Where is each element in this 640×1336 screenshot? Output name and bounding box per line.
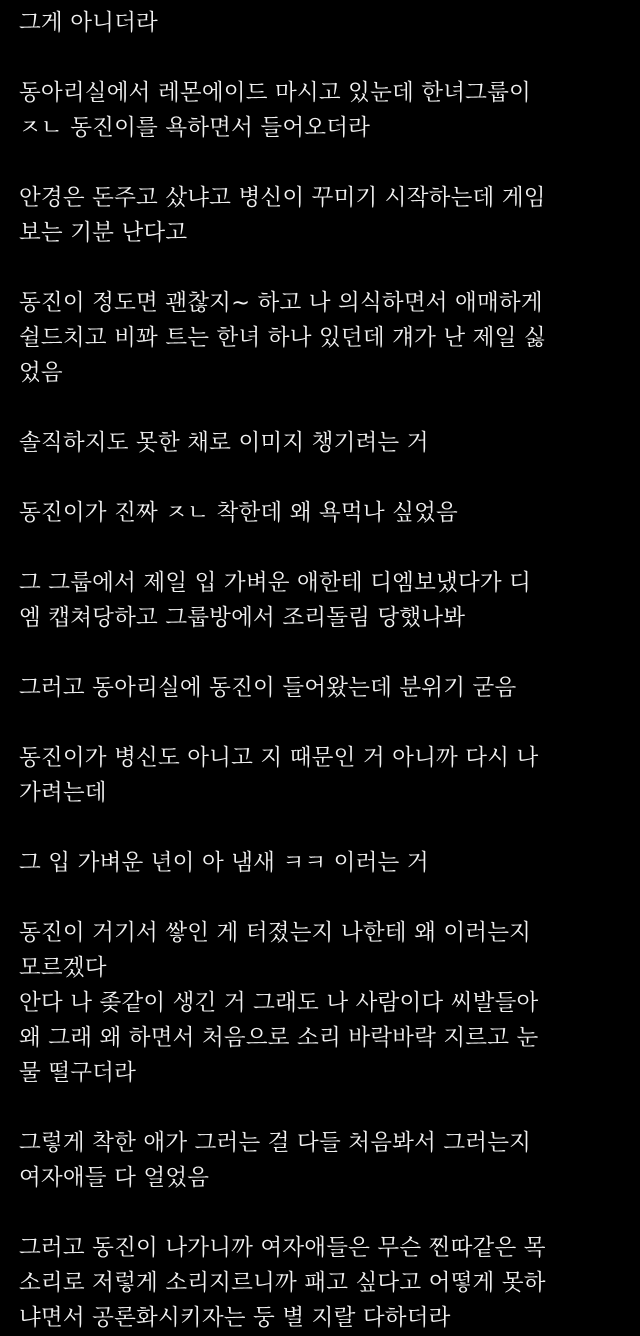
post-line: 엠 캡쳐당하고 그룹방에서 조리돌림 당했나봐 — [19, 605, 466, 631]
blank-line — [19, 391, 624, 426]
post-line: 그러고 동진이 나가니까 여자애들은 무슨 찐따같은 목 — [19, 1235, 546, 1261]
post-line: 왜 그래 왜 하면서 처음으로 소리 바락바락 지르고 눈 — [19, 1025, 539, 1051]
post-line: 가려는데 — [19, 780, 107, 806]
blank-line — [19, 1196, 624, 1231]
blank-line — [19, 461, 624, 496]
post-line: 동진이가 병신도 아니고 지 때문인 거 아니까 다시 나 — [19, 745, 539, 771]
blank-line — [19, 636, 624, 671]
blank-line — [19, 531, 624, 566]
blank-line — [19, 1091, 624, 1126]
blank-line — [19, 881, 624, 916]
post-line: 동아리실에서 레몬에이드 마시고 있눈데 한녀그룹이 — [19, 80, 531, 106]
post-line: 그러고 동아리실에 동진이 들어왔는데 분위기 굳음 — [19, 675, 517, 701]
post-line: 그렇게 착한 애가 그러는 걸 다들 처음봐서 그러는지 — [19, 1130, 532, 1156]
blank-line — [19, 706, 624, 741]
post-line: 동진이가 진짜 ㅈㄴ 착한데 왜 욕먹나 싶었음 — [19, 500, 458, 526]
post-line: 그게 아니더라 — [19, 10, 158, 36]
blank-line — [19, 146, 624, 181]
post-line: 동진이 정도면 괜찮지~ 하고 나 의식하면서 애매하게 — [19, 290, 543, 316]
post-body-text — [19, 6, 624, 1336]
post-line: 냐면서 공론화시키자는 둥 별 지랄 다하더라 — [19, 1305, 451, 1331]
blank-line — [19, 251, 624, 286]
post-line: 보는 기분 난다고 — [19, 220, 188, 246]
post-line: 었음 — [19, 360, 63, 386]
post-line: 그 그룹에서 제일 입 가벼운 애한테 디엠보냈다가 디 — [19, 570, 532, 596]
post-line: 안다 나 좆같이 생긴 거 그래도 나 사람이다 씨발들아 — [19, 990, 539, 1016]
post-line: 물 떨구더라 — [19, 1060, 137, 1086]
post-line: 동진이 거기서 쌓인 게 터졌는지 나한테 왜 이러는지 — [19, 920, 532, 946]
post-line: 여자애들 다 얼었음 — [19, 1165, 210, 1191]
blank-line — [19, 41, 624, 76]
post-line: 모르겠다 — [19, 955, 107, 981]
blank-line — [19, 811, 624, 846]
post-line: 소리로 저렇게 소리지르니까 패고 싶다고 어떻게 못하 — [19, 1270, 546, 1296]
post-line: 안경은 돈주고 샀냐고 병신이 꾸미기 시작하는데 게임 — [19, 185, 546, 211]
post-line: 쉴드치고 비꽈 트는 한녀 하나 있던데 걔가 난 제일 싫 — [19, 325, 546, 351]
post-line: 그 입 가벼운 년이 아 냄새 ㅋㅋ 이러는 거 — [19, 850, 429, 876]
post-line: ㅈㄴ 동진이를 욕하면서 들어오더라 — [19, 115, 371, 141]
post-line: 솔직하지도 못한 채로 이미지 챙기려는 거 — [19, 430, 429, 456]
